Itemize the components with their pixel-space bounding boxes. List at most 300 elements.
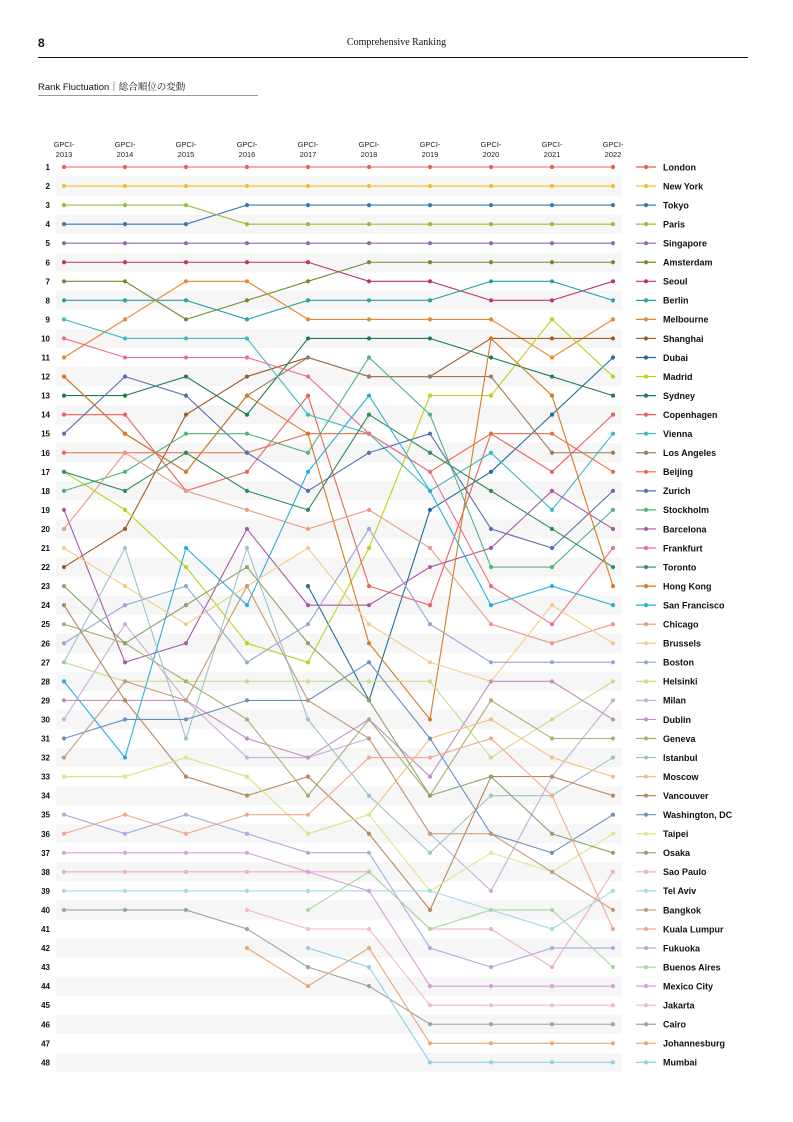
legend-swatch-dot (644, 241, 648, 245)
legend-label: Sydney (663, 390, 696, 401)
data-point (62, 260, 66, 264)
page-number: 8 (38, 36, 45, 50)
x-tick-label: GPCI-2017 (297, 140, 319, 159)
data-point (550, 317, 554, 321)
data-point (611, 260, 615, 264)
data-point (245, 946, 249, 950)
legend-swatch-dot (644, 965, 648, 969)
data-point (306, 584, 310, 588)
y-tick-label: 7 (45, 277, 50, 287)
data-point (245, 660, 249, 664)
data-point (367, 889, 371, 893)
data-point (306, 317, 310, 321)
legend-swatch-dot (644, 1041, 648, 1045)
legend-swatch-dot (644, 222, 648, 226)
data-point (550, 1003, 554, 1007)
data-point (489, 584, 493, 588)
data-point (550, 336, 554, 340)
y-tick-label: 26 (41, 639, 50, 649)
data-point (306, 203, 310, 207)
data-point (489, 927, 493, 931)
x-tick-label: GPCI-2015 (175, 140, 197, 159)
data-point (62, 470, 66, 474)
data-point (306, 374, 310, 378)
data-point (123, 279, 127, 283)
data-point (306, 184, 310, 188)
data-point (611, 660, 615, 664)
data-point (611, 889, 615, 893)
data-point (62, 832, 66, 836)
data-point (245, 736, 249, 740)
data-point (550, 870, 554, 874)
data-point (489, 241, 493, 245)
legend-swatch-dot (644, 317, 648, 321)
legend-label: Zurich (663, 486, 691, 497)
data-point (367, 432, 371, 436)
data-point (306, 451, 310, 455)
data-point (489, 489, 493, 493)
legend-swatch-dot (644, 908, 648, 912)
y-tick-label: 9 (45, 315, 50, 325)
legend-label: London (663, 162, 696, 173)
data-point (489, 184, 493, 188)
data-point (367, 222, 371, 226)
data-point (428, 432, 432, 436)
y-tick-label: 27 (41, 658, 50, 668)
legend-label: Barcelona (663, 524, 707, 535)
data-point (367, 279, 371, 283)
data-point (428, 946, 432, 950)
y-tick-label: 34 (41, 791, 50, 801)
data-point (550, 470, 554, 474)
data-point (306, 508, 310, 512)
data-point (489, 794, 493, 798)
data-point (245, 717, 249, 721)
legend-label: Dubai (663, 352, 689, 363)
legend-label: Helsinki (663, 676, 698, 687)
data-point (123, 451, 127, 455)
data-point (184, 717, 188, 721)
data-point (367, 946, 371, 950)
legend-swatch-dot (644, 546, 648, 550)
data-point (184, 241, 188, 245)
data-point (123, 394, 127, 398)
legend-swatch-dot (644, 736, 648, 740)
data-point (245, 298, 249, 302)
data-point (489, 546, 493, 550)
data-point (306, 527, 310, 531)
data-point (245, 679, 249, 683)
data-point (123, 717, 127, 721)
data-point (611, 775, 615, 779)
data-point (611, 489, 615, 493)
data-point (123, 165, 127, 169)
data-point (306, 222, 310, 226)
y-tick-label: 36 (41, 829, 50, 839)
legend-label: Cairo (663, 1019, 687, 1030)
data-point (489, 851, 493, 855)
data-point (428, 222, 432, 226)
data-point (367, 165, 371, 169)
legend-swatch-dot (644, 260, 648, 264)
legend-swatch-dot (644, 451, 648, 455)
data-point (62, 241, 66, 245)
legend-label: Dublin (663, 714, 691, 725)
legend-label: Istanbul (663, 752, 698, 763)
data-point (611, 508, 615, 512)
data-point (428, 489, 432, 493)
data-point (123, 241, 127, 245)
data-point (245, 908, 249, 912)
legend-swatch-dot (644, 527, 648, 531)
data-point (62, 279, 66, 283)
data-point (123, 546, 127, 550)
data-point (245, 374, 249, 378)
legend-label: Vancouver (663, 790, 709, 801)
data-point (367, 660, 371, 664)
y-tick-label: 17 (41, 467, 50, 477)
data-point (306, 432, 310, 436)
data-point (123, 908, 127, 912)
legend-swatch-dot (644, 622, 648, 626)
data-point (489, 565, 493, 569)
data-point (123, 508, 127, 512)
y-tick-label: 29 (41, 696, 50, 706)
legend-swatch-dot (644, 184, 648, 188)
y-tick-label: 31 (41, 734, 50, 744)
data-point (306, 165, 310, 169)
data-point (62, 165, 66, 169)
data-point (245, 641, 249, 645)
data-point (367, 717, 371, 721)
data-point (611, 546, 615, 550)
data-point (245, 413, 249, 417)
y-tick-label: 10 (41, 334, 50, 344)
data-point (184, 489, 188, 493)
legend-swatch-dot (644, 603, 648, 607)
data-point (123, 489, 127, 493)
data-point (611, 908, 615, 912)
data-point (306, 984, 310, 988)
data-point (245, 775, 249, 779)
data-point (184, 755, 188, 759)
data-point (245, 241, 249, 245)
data-point (428, 508, 432, 512)
data-point (550, 413, 554, 417)
data-point (245, 927, 249, 931)
data-point (428, 546, 432, 550)
data-point (489, 984, 493, 988)
data-point (550, 641, 554, 645)
data-point (367, 336, 371, 340)
data-point (489, 717, 493, 721)
y-tick-label: 23 (41, 582, 50, 592)
data-point (489, 736, 493, 740)
data-point (550, 679, 554, 683)
data-point (428, 927, 432, 931)
data-point (62, 317, 66, 321)
legend-label: Seoul (663, 276, 688, 287)
data-point (245, 813, 249, 817)
legend-label: Kuala Lumpur (663, 924, 724, 935)
legend-swatch-dot (644, 641, 648, 645)
data-point (62, 489, 66, 493)
data-point (245, 260, 249, 264)
data-point (306, 908, 310, 912)
data-point (123, 698, 127, 702)
data-point (306, 679, 310, 683)
data-point (306, 870, 310, 874)
data-point (611, 965, 615, 969)
legend-swatch-dot (644, 489, 648, 493)
data-point (62, 203, 66, 207)
data-point (367, 508, 371, 512)
data-point (550, 394, 554, 398)
legend-label: Melbourne (663, 314, 709, 325)
legend-swatch-dot (644, 279, 648, 283)
data-point (428, 1041, 432, 1045)
legend-swatch-dot (644, 946, 648, 950)
data-point (428, 565, 432, 569)
data-point (611, 336, 615, 340)
data-point (184, 432, 188, 436)
data-point (184, 451, 188, 455)
data-point (550, 374, 554, 378)
data-point (428, 603, 432, 607)
data-point (245, 508, 249, 512)
legend-label: Milan (663, 695, 687, 706)
y-tick-label: 16 (41, 448, 50, 458)
data-point (367, 203, 371, 207)
data-point (550, 622, 554, 626)
data-point (367, 413, 371, 417)
data-point (245, 832, 249, 836)
data-point (550, 184, 554, 188)
data-point (306, 717, 310, 721)
data-point (611, 565, 615, 569)
data-point (489, 203, 493, 207)
data-point (62, 394, 66, 398)
data-point (306, 698, 310, 702)
data-point (489, 165, 493, 169)
data-point (184, 698, 188, 702)
data-point (367, 641, 371, 645)
data-point (62, 813, 66, 817)
data-point (611, 222, 615, 226)
data-point (428, 184, 432, 188)
data-point (184, 165, 188, 169)
y-tick-label: 15 (41, 429, 50, 439)
data-point (245, 394, 249, 398)
y-tick-label: 3 (45, 201, 50, 211)
y-tick-label: 6 (45, 258, 50, 268)
legend-label: Tokyo (663, 200, 689, 211)
data-point (123, 413, 127, 417)
data-point (428, 908, 432, 912)
data-point (611, 241, 615, 245)
data-point (123, 432, 127, 436)
data-point (489, 832, 493, 836)
legend-label: Mumbai (663, 1057, 698, 1068)
legend-swatch-dot (644, 889, 648, 893)
legend-swatch-dot (644, 755, 648, 759)
data-point (62, 736, 66, 740)
data-point (611, 946, 615, 950)
legend-label: Frankfurt (663, 543, 703, 554)
y-tick-label: 11 (41, 353, 50, 363)
data-point (489, 355, 493, 359)
legend-swatch-dot (644, 336, 648, 340)
data-point (489, 527, 493, 531)
data-point (62, 908, 66, 912)
data-point (550, 1041, 554, 1045)
data-point (184, 813, 188, 817)
data-point (489, 470, 493, 474)
y-tick-label: 45 (41, 1001, 50, 1011)
data-point (428, 622, 432, 626)
legend-swatch-dot (644, 508, 648, 512)
data-point (184, 260, 188, 264)
y-tick-label: 39 (41, 886, 50, 896)
legend-label: Berlin (663, 295, 689, 306)
data-point (62, 603, 66, 607)
y-tick-label: 2 (45, 182, 50, 192)
data-point (62, 660, 66, 664)
data-point (245, 355, 249, 359)
data-point (550, 794, 554, 798)
data-point (123, 832, 127, 836)
data-point (306, 927, 310, 931)
data-point (428, 984, 432, 988)
data-point (245, 889, 249, 893)
data-point (367, 984, 371, 988)
grid-band (56, 824, 622, 843)
legend-swatch-dot (644, 203, 648, 207)
y-tick-label: 5 (45, 239, 50, 249)
grid-band (56, 405, 622, 424)
data-point (611, 374, 615, 378)
data-point (245, 851, 249, 855)
data-point (428, 203, 432, 207)
data-point (489, 451, 493, 455)
data-point (489, 755, 493, 759)
x-tick-label: GPCI-2018 (358, 140, 380, 159)
data-point (184, 622, 188, 626)
data-point (367, 298, 371, 302)
legend-label: Buenos Aires (663, 962, 721, 973)
data-point (184, 203, 188, 207)
data-point (489, 889, 493, 893)
data-point (611, 413, 615, 417)
data-point (245, 184, 249, 188)
legend-label: Shanghai (663, 333, 704, 344)
legend-swatch-dot (644, 679, 648, 683)
data-point (184, 413, 188, 417)
data-point (489, 622, 493, 626)
legend-label: Geneva (663, 733, 696, 744)
x-tick-label: GPCI-2016 (236, 140, 258, 159)
data-point (306, 355, 310, 359)
legend-label: Jakarta (663, 1000, 695, 1011)
data-point (123, 870, 127, 874)
data-point (245, 451, 249, 455)
data-point (550, 508, 554, 512)
data-point (123, 603, 127, 607)
data-point (62, 679, 66, 683)
data-point (489, 908, 493, 912)
data-point (611, 279, 615, 283)
data-point (184, 546, 188, 550)
data-point (123, 851, 127, 855)
data-point (245, 755, 249, 759)
data-point (428, 794, 432, 798)
data-point (367, 584, 371, 588)
data-point (611, 984, 615, 988)
legend-swatch-dot (644, 794, 648, 798)
data-point (367, 622, 371, 626)
data-point (428, 279, 432, 283)
data-point (62, 870, 66, 874)
data-point (489, 317, 493, 321)
legend-swatch-dot (644, 298, 648, 302)
data-point (184, 355, 188, 359)
data-point (428, 755, 432, 759)
data-point (550, 908, 554, 912)
data-point (62, 527, 66, 531)
legend-label: Vienna (663, 429, 693, 439)
y-tick-label: 37 (41, 848, 50, 858)
data-point (428, 451, 432, 455)
legend-label: San Francisco (663, 600, 725, 611)
y-tick-label: 41 (41, 925, 50, 934)
data-point (550, 965, 554, 969)
legend-label: Stockholm (663, 505, 710, 516)
legend-label: Madrid (663, 371, 693, 382)
data-point (611, 736, 615, 740)
data-point (123, 317, 127, 321)
data-point (611, 584, 615, 588)
data-point (367, 870, 371, 874)
legend-swatch-dot (644, 432, 648, 436)
data-point (550, 736, 554, 740)
data-point (550, 946, 554, 950)
data-point (367, 832, 371, 836)
data-point (611, 794, 615, 798)
data-point (428, 241, 432, 245)
data-point (611, 298, 615, 302)
x-tick-label: GPCI-2021 (541, 140, 563, 159)
data-point (245, 603, 249, 607)
data-point (184, 184, 188, 188)
legend-swatch-dot (644, 660, 648, 664)
data-point (123, 622, 127, 626)
data-point (489, 1003, 493, 1007)
data-point (428, 317, 432, 321)
data-point (611, 679, 615, 683)
y-tick-label: 18 (41, 486, 50, 496)
data-point (62, 775, 66, 779)
legend-label: Moscow (663, 771, 699, 782)
data-point (62, 184, 66, 188)
data-point (184, 603, 188, 607)
legend-label: New York (663, 181, 704, 192)
data-point (489, 660, 493, 664)
data-point (306, 394, 310, 398)
data-point (306, 660, 310, 664)
data-point (611, 927, 615, 931)
legend-swatch-dot (644, 413, 648, 417)
data-point (306, 641, 310, 645)
